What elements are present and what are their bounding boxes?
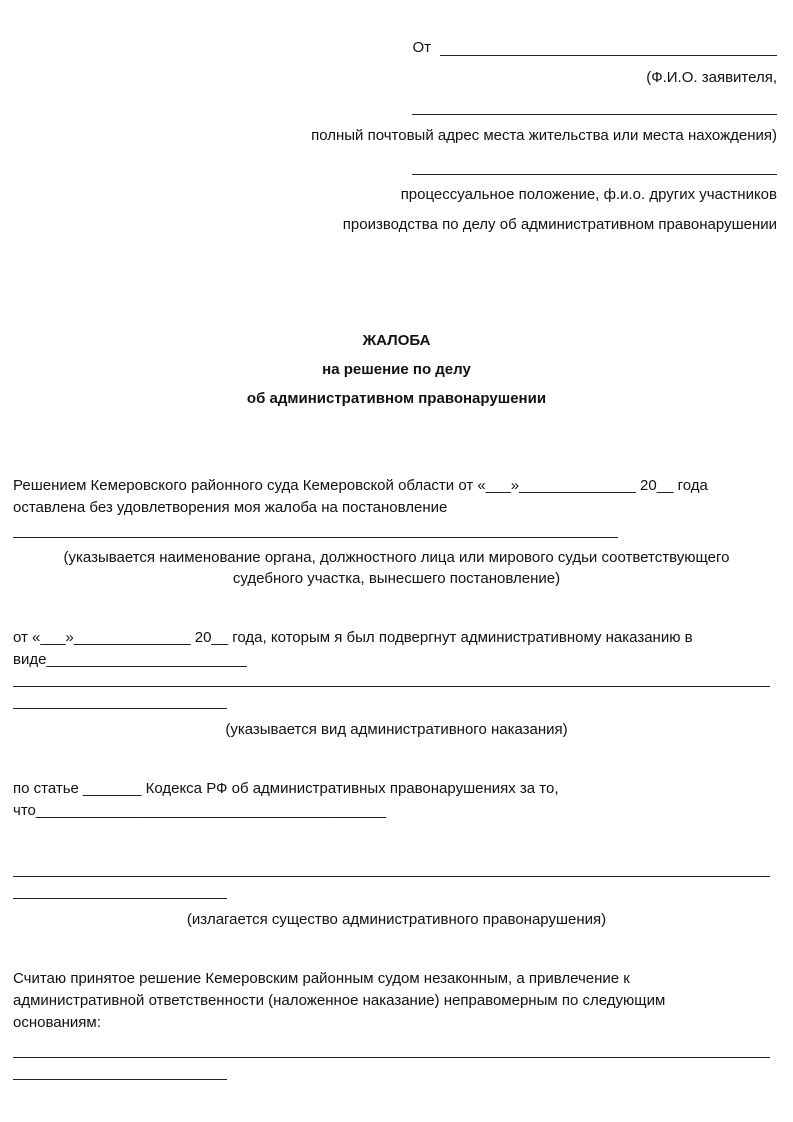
applicant-continued-line[interactable]	[412, 114, 777, 115]
applicant-caption: (Ф.И.О. заявителя,	[646, 69, 777, 86]
grounds-fill-line-1[interactable]	[13, 1057, 770, 1058]
violation-fill-line-1[interactable]	[13, 876, 770, 877]
p1-caption-2: судебного участка, вынесшего постановление)	[232, 570, 561, 587]
from-label: От	[412, 39, 431, 56]
p3-line-1: по статье _______ Кодекса РФ об административных правонарушениях за то,	[13, 780, 559, 797]
p3-caption: (излагается существо административного правонарушения)	[186, 911, 607, 928]
participants-caption-2: производства по делу об административном правонарушении	[342, 216, 777, 233]
p3-line-2: что__________________________________________	[13, 802, 387, 819]
p1-caption-1: (указывается наименование органа, должностного лица или мирового судьи соответствующего	[63, 549, 730, 566]
p2-caption: (указывается вид административного наказания)	[225, 721, 568, 738]
grounds-fill-line-2[interactable]	[13, 1079, 227, 1080]
participants-caption-1: процессуальное положение, ф.и.о. других участников	[400, 186, 777, 203]
violation-fill-line-2[interactable]	[13, 898, 227, 899]
p1-line-1: Решением Кемеровского районного суда Кемеровской области от «___»______________ 20__ года	[13, 477, 708, 494]
authority-fill-line[interactable]	[13, 537, 618, 538]
document-subtitle-1: на решение по делу	[322, 361, 471, 378]
p1-line-2: оставлена без удовлетворения моя жалоба на постановление	[13, 499, 448, 516]
p4-line-1: Считаю принятое решение Кемеровским районным судом незаконным, а привлечение к	[13, 970, 630, 987]
participants-line[interactable]	[412, 174, 777, 175]
p4-line-3: основаниям:	[13, 1014, 101, 1031]
document-title: ЖАЛОБА	[362, 332, 431, 349]
address-caption: полный почтовый адрес места жительства или места нахождения)	[311, 127, 777, 144]
p2-line-2: виде________________________	[13, 651, 247, 668]
penalty-fill-line-2[interactable]	[13, 708, 227, 709]
penalty-fill-line-1[interactable]	[13, 686, 770, 687]
p4-line-2: административной ответственности (наложенное наказание) неправомерным по следующим	[13, 992, 666, 1009]
applicant-name-line[interactable]	[440, 55, 777, 56]
p2-line-1: от «___»______________ 20__ года, которым я был подвергнут административному наказанию в	[13, 629, 693, 646]
document-subtitle-2: об административном правонарушении	[246, 390, 547, 407]
